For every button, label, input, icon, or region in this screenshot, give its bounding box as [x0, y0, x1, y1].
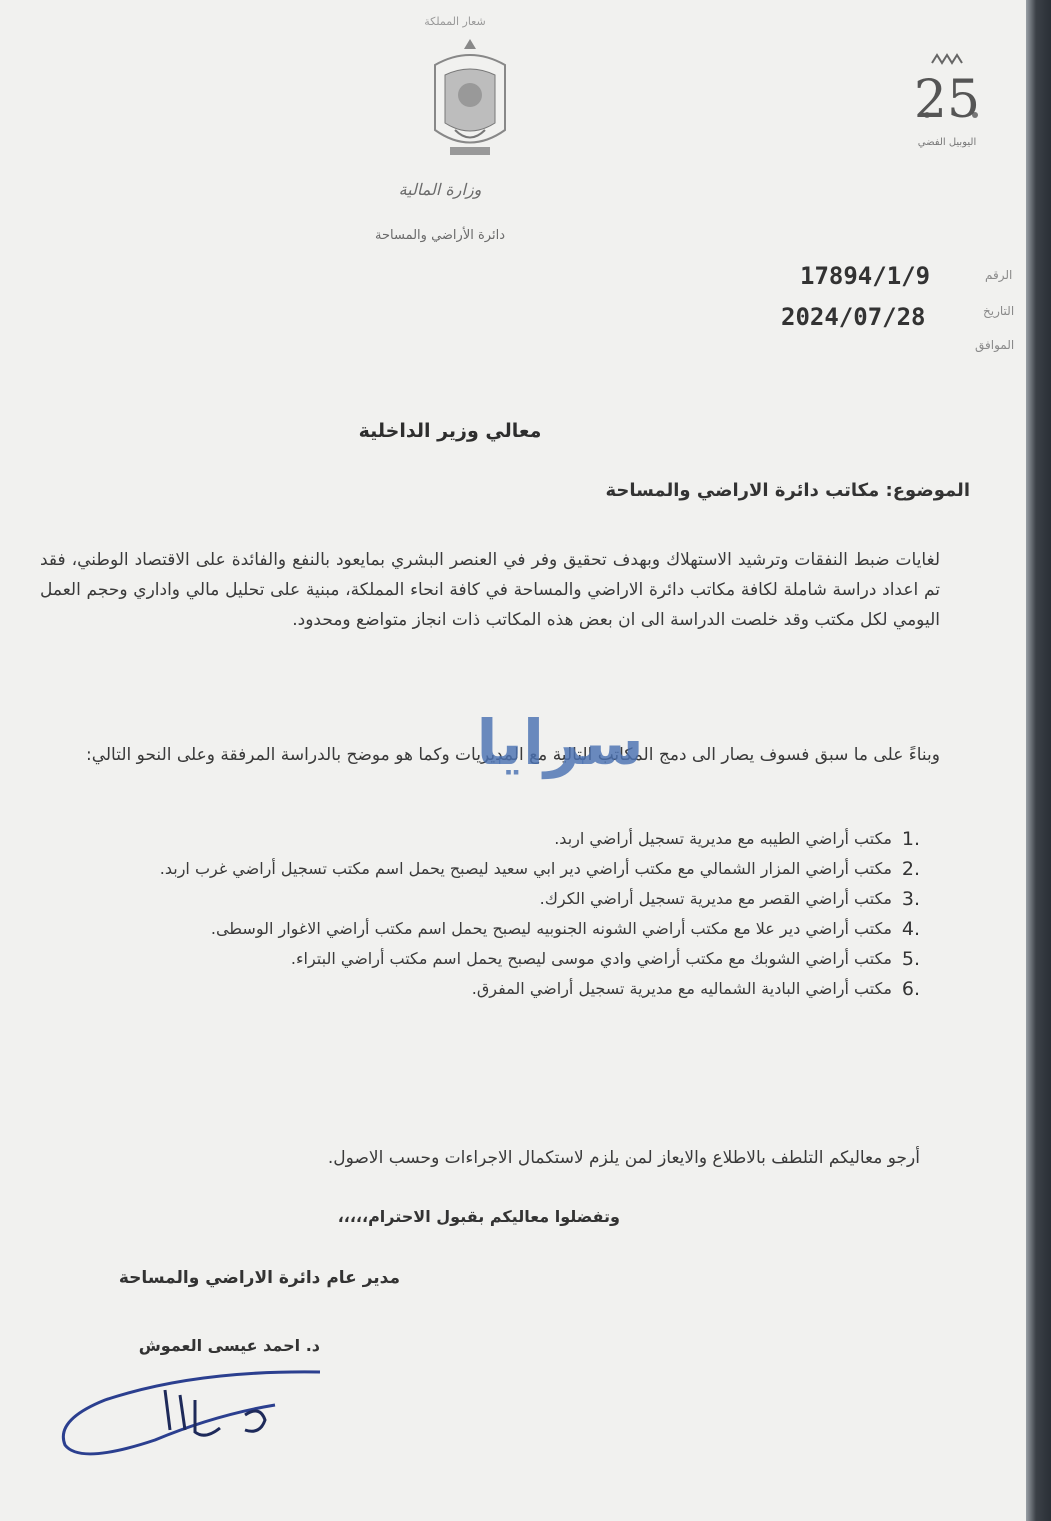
royal-crest-icon	[425, 35, 515, 165]
hijri-date-label: الموافق	[975, 338, 1015, 352]
list-item	[40, 826, 920, 852]
crest-caption: شعار المملكة	[424, 15, 486, 28]
list-item	[40, 976, 920, 1002]
list-item-text: مكتب أراضي البادية الشماليه مع مديرية تسجيل أراضي المفرق.	[471, 979, 892, 998]
list-item-number: 4.	[901, 918, 920, 940]
list-item-number: 1.	[901, 828, 920, 850]
list-item	[40, 886, 920, 912]
list-item-text: مكتب أراضي الشوبك مع مكتب أراضي وادي موسى ليصبح يحمل اسم مكتب أراضي البتراء.	[290, 949, 892, 968]
list-item-number: 2.	[901, 858, 920, 880]
list-item-text: مكتب أراضي المزار الشمالي مع مكتب أراضي دير ابي سعيد ليصبح يحمل اسم مكتب تسجيل أراضي غرب اربد.	[159, 859, 892, 878]
list-item	[40, 946, 920, 972]
jubilee-label: اليوبيل الفضي	[917, 137, 977, 148]
addressee: معالي وزير الداخلية	[358, 420, 542, 442]
body-paragraph-2: وبناءً على ما سبق فسوف يصار الى دمج المكاتب التالية مع المديريات وكما هو موضح بالدراسة المرفقة وعلى النحو التالي:	[85, 745, 940, 765]
merger-list	[40, 826, 920, 1006]
ministry-name: وزارة المالية	[398, 180, 482, 199]
subject-line: الموضوع: مكاتب دائرة الاراضي والمساحة	[605, 480, 970, 501]
date-label: التاريخ	[983, 304, 1015, 318]
list-item	[40, 916, 920, 942]
news-watermark: سرايا	[476, 706, 644, 779]
jubilee-number: 25	[913, 70, 981, 130]
list-item-text: مكتب أراضي دير علا مع مكتب أراضي الشونه الجنوبيه ليصبح يحمل اسم مكتب أراضي الاغوار الوسطى.	[210, 919, 892, 938]
number-label: الرقم	[985, 268, 1013, 282]
silver-jubilee-emblem	[897, 45, 997, 175]
reference-number: 17894/1/9	[800, 262, 931, 290]
body-paragraph-1: لغايات ضبط النفقات وترشيد الاستهلاك وبهدف تحقيق وفر في العنصر البشري بمايعود بالنفع والفائدة على الاقتصاد الوطني، فقد تم اعداد دراسة شاملة لكافة مكاتب دائرة الاراضي والمساحة في كافة انحاء المملكة، مبنية على تحليل مالي واداري وحجم العمل اليومي لكل مكتب وقد خلصت الدراسة الى ان بعض هذه المكاتب ذات انجاز متواضع ومحدود.	[40, 550, 940, 630]
document-date: 2024/07/28	[781, 303, 926, 331]
department-name: دائرة الأراضي والمساحة	[375, 228, 505, 243]
signatory-name: د. احمد عيسى العموش	[138, 1336, 320, 1355]
handwritten-signature	[45, 1360, 345, 1470]
closing-request: أرجو معاليكم التلطف بالاطلاع والايعاز لمن يلزم لاستكمال الاجراءات وحسب الاصول.	[327, 1148, 920, 1168]
photo-background-edge	[1026, 0, 1051, 1521]
list-item-number: 3.	[901, 888, 920, 910]
list-item	[40, 856, 920, 882]
signatory-title: مدير عام دائرة الاراضي والمساحة	[118, 1268, 400, 1288]
list-item-text: مكتب أراضي القصر مع مديرية تسجيل أراضي الكرك.	[539, 889, 892, 908]
list-item-text: مكتب أراضي الطيبه مع مديرية تسجيل أراضي اربد.	[554, 829, 892, 848]
list-item-number: 6.	[901, 978, 920, 1000]
regards-line: وتفضلوا معاليكم بقبول الاحترام،،،،،	[337, 1207, 620, 1226]
list-item-number: 5.	[901, 948, 920, 970]
